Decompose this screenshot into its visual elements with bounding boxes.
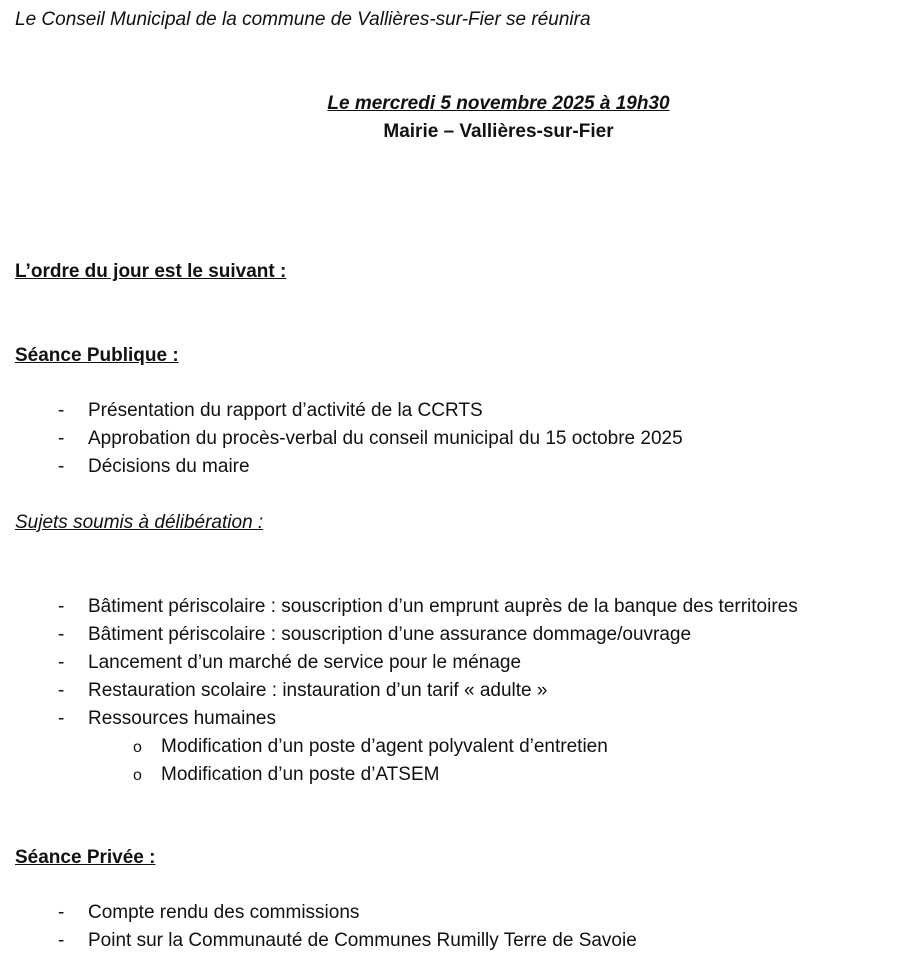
agenda-title: L’ordre du jour est le suivant : bbox=[15, 261, 287, 282]
list-item bbox=[58, 930, 637, 953]
meeting-date: Le mercredi 5 novembre 2025 à 19h30 bbox=[327, 93, 670, 114]
private-session-title: Séance Privée : bbox=[15, 847, 156, 868]
list-item-text: Lancement d’un marché de service pour le ménage bbox=[88, 652, 522, 673]
list-item-text: Présentation du rapport d’activité de la CCRTS bbox=[88, 400, 483, 421]
dash-bullet: - bbox=[58, 902, 65, 923]
list-item bbox=[58, 428, 683, 451]
sub-list-item-text: Modification d’un poste d’ATSEM bbox=[161, 764, 440, 785]
list-item-text: Décisions du maire bbox=[88, 456, 250, 477]
deliberation-title: Sujets soumis à délibération : bbox=[15, 512, 264, 533]
list-item bbox=[58, 708, 276, 731]
dash-bullet: - bbox=[58, 930, 65, 951]
dash-bullet: - bbox=[58, 680, 65, 701]
dash-bullet: - bbox=[58, 428, 65, 449]
list-item-text: Bâtiment périscolaire : souscription d’une assurance dommage/ouvrage bbox=[88, 624, 692, 645]
dash-bullet: - bbox=[58, 624, 65, 645]
sub-list-item bbox=[133, 736, 608, 759]
dash-bullet: - bbox=[58, 400, 65, 421]
list-item bbox=[58, 680, 547, 703]
circle-bullet: o bbox=[133, 739, 142, 756]
circle-bullet: o bbox=[133, 767, 142, 784]
list-item bbox=[58, 596, 798, 619]
list-item-text: Bâtiment périscolaire : souscription d’un emprunt auprès de la banque des territoires bbox=[88, 596, 798, 617]
list-item bbox=[58, 400, 483, 423]
dash-bullet: - bbox=[58, 708, 65, 729]
public-session-title: Séance Publique : bbox=[15, 345, 179, 366]
list-item-text: Restauration scolaire : instauration d’un tarif « adulte » bbox=[88, 680, 548, 701]
dash-bullet: - bbox=[58, 596, 65, 617]
list-item bbox=[58, 902, 359, 925]
list-item bbox=[58, 652, 521, 675]
dash-bullet: - bbox=[58, 456, 65, 477]
sub-list-item bbox=[133, 764, 439, 787]
list-item-text: Approbation du procès-verbal du conseil municipal du 15 octobre 2025 bbox=[88, 428, 683, 449]
list-item-text: Compte rendu des commissions bbox=[88, 902, 360, 923]
list-item-text: Ressources humaines bbox=[88, 708, 276, 729]
intro-text: Le Conseil Municipal de la commune de Vallières-sur-Fier se réunira bbox=[15, 9, 591, 30]
list-item bbox=[58, 456, 250, 479]
meeting-place: Mairie – Vallières-sur-Fier bbox=[383, 121, 614, 142]
sub-list-item-text: Modification d’un poste d’agent polyvalent d’entretien bbox=[161, 736, 608, 757]
dash-bullet: - bbox=[58, 652, 65, 673]
list-item bbox=[58, 624, 691, 647]
list-item-text: Point sur la Communauté de Communes Rumilly Terre de Savoie bbox=[88, 930, 637, 951]
